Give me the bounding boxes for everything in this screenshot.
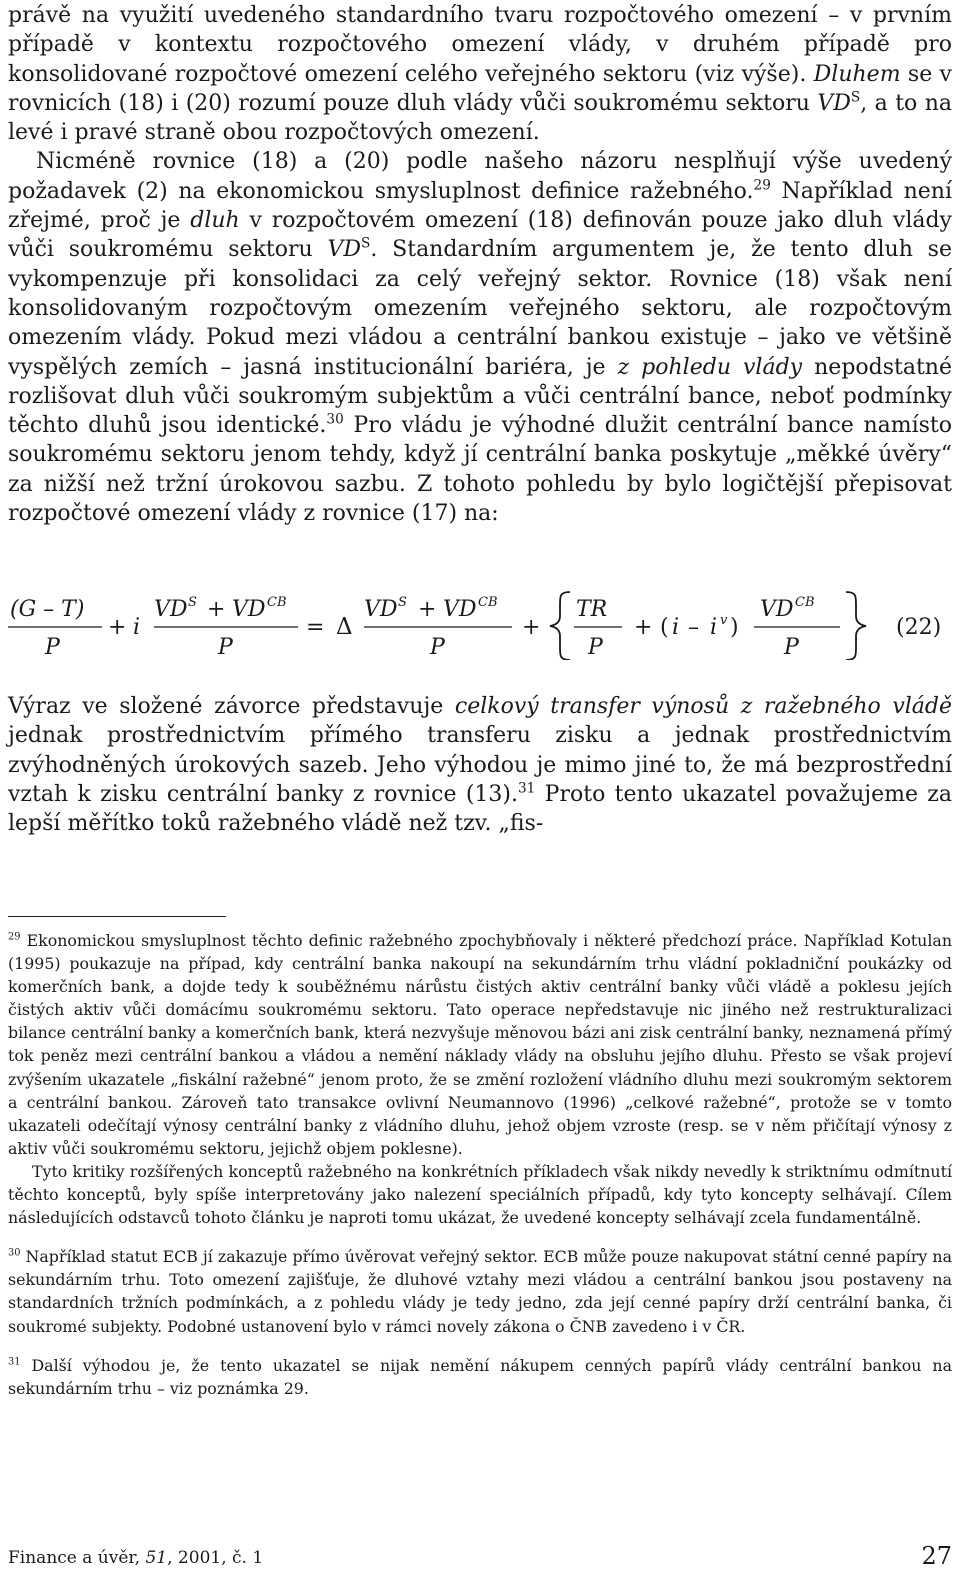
footnote-29: $^{29}$ Ekonomickou smysluplnost těchto definic ražebného zpochybňovaly i některé předchozí práce. Například Kotulan (1995) poukazuje na případ, kdy centrální banka nakoupí na sekundárním trhu vládní pokladniční poukázky od komerčních bank, a dojde tedy k souběžnému nárůstu čistých aktiv centrální banky vůči vládě a poklesu jejích čistých aktiv vůči domácímu soukromému sektoru. Tato operace nepředstavuje nic jiného než restrukturalizaci bilance centrální banky a komerčních bank, která nezvyšuje měnovou bázi ani zisk centrální banky, neznamená přímý tok peněz mezi centrální bankou a vládou a nemění náklady vlády na obsluhu jejího dluhu. Přesto se však projeví zvýšením ukazatele „fiskální ražebné“ jenom proto, že se změní rozložení vládního dluhu mezi soukromým sektorem a centrální bankou. Zároveň tato transakce ovlivní Neumannovo (1996) „celkové ražebné“, protože se v tomto ukazateli odečítají výnosy centrální banky z vládního dluhu, jehož objem vzroste (resp. se v něm přičítají výnosy z aktiv vůči soukromému sektoru, jejichž objem poklesne).	[8, 931, 953, 1158]
eq-equals: =	[306, 615, 325, 640]
equation-number: (22)	[896, 615, 942, 640]
eq-plus: +	[634, 615, 653, 640]
eq-vd: VD	[232, 597, 266, 622]
eq-term2-denominator: P	[218, 635, 233, 660]
eq-sup-s: S	[398, 595, 407, 610]
main-text-continued	[8, 692, 952, 838]
eq-term5-denominator: P	[784, 635, 799, 660]
eq-vd: VD	[760, 597, 794, 622]
footnote-31: $^{31}$ Další výhodou je, že tento ukazatel se nijak nemění nákupem cenných papírů vlády centrální bankou na sekundárním trhu – viz poznámka 29.	[8, 1355, 952, 1398]
eq-term1-numerator: (G – T)	[10, 597, 85, 622]
paragraph-1: právě na využití uvedeného standardního tvaru rozpočtového omezení – v prvním případě v kontextu rozpočtového omezení vlády, v druhém případě pro konsolidované rozpočtové omezení celého veřejného sektoru (viz výše). Dluhem se v rovnicích (18) i (20) rozumí pouze dluh vlády vůči soukromému sektoru $VD^S$, a to na levé i pravé straně obou rozpočtových omezení.	[8, 3, 952, 146]
footnote-ref-29[interactable]: 29	[753, 177, 771, 194]
footnote-number: 29	[8, 931, 21, 943]
eq-term1-denominator: P	[45, 635, 60, 660]
footnote-ref-31[interactable]: 31	[518, 780, 536, 797]
eq-i: i	[672, 615, 680, 640]
eq-paren-open: (	[660, 615, 669, 640]
main-text	[8, 0, 952, 528]
equation-22	[8, 588, 952, 660]
footnote-number: 31	[8, 1356, 21, 1368]
eq-sup-v: v	[720, 613, 728, 628]
eq-vd: VD	[364, 597, 398, 622]
eq-minus: –	[688, 615, 699, 640]
eq-term4-denominator: P	[588, 635, 603, 660]
eq-sup-cb: CB	[478, 595, 498, 610]
footnote-number: 30	[8, 1247, 21, 1259]
eq-plus: +	[418, 597, 437, 622]
paragraph-2: Nicméně rovnice (18) a (20) podle našeho názoru nesplňují výše uvedený požadavek (2) na ekonomickou smysluplnost definice ražebného.$^{29}$ Například není zřejmé, proč je dluh v rozpočtovém omezení (18) definován pouze jako dluh vlády vůči soukromému sektoru $VD^S$. Standardním argumentem je, že tento dluh se vykompenzuje při konsolidaci za celý veřejný sektor. Rovnice (18) však není konsolidovaným rozpočtovým omezením veřejného sektoru, ale rozpočtovým omezením vlády. Pokud mezi vládou a centrální bankou existuje – jako ve většině vyspělých zemích – jasná institucionální bariéra, je z pohledu vlády nepodstatné rozlišovat dluh vůči soukromým subjektům a vůči centrální bance, neboť podmínky těchto dluhů jsou identické.$^{30}$ Pro vládu je výhodné dlužit centrální bance namísto soukromému sektoru jenom tehdy, když jí centrální banka poskytuje „měkké úvěry“ za nižší než tržní úrokovou sazbu. Z tohoto pohledu by bylo logičtější přepisovat rozpočtové omezení vlády z rovnice (17) na:	[8, 149, 953, 527]
eq-plus: +	[522, 615, 541, 640]
left-brace	[550, 592, 570, 660]
eq-sup-cb: CB	[795, 595, 815, 610]
eq-vd: VD	[154, 597, 188, 622]
eq-i: i	[133, 615, 141, 640]
right-brace	[846, 592, 866, 660]
eq-plus: +	[207, 597, 226, 622]
footnote-29-continued: Tyto kritiky rozšířených konceptů ražebného na konkrétních příkladech však nikdy nevedly k striktnímu odmítnutí těchto konceptů, byly spíše interpretovány jako nalezení speciálních případů, kdy tyto koncepty selhávají. Cílem následujících odstavců tohoto článku je naproti tomu ukázat, že uvedené koncepty selhávají zcela fundamentálně.	[8, 1161, 952, 1228]
footnote-30: $^{30}$ Například statut ECB jí zakazuje přímo úvěrovat veřejný sektor. ECB může pouze nakupovat státní cenné papíry na sekundárním trhu. Toto omezení zajišťuje, že dluhové vztahy mezi vládou a centrální bankou jsou postaveny na standardních tržních podmínkách, a z pohledu vlády je tedy jedno, zda její cenné papíry drží centrální banka, či soukromé subjekty. Podobné ustanovení bylo v rámci novely zákona o ČNB zavedeno i v ČR.	[8, 1247, 952, 1336]
eq-vd: VD	[443, 597, 477, 622]
eq-sup-s: S	[188, 595, 197, 610]
eq-i: i	[710, 615, 718, 640]
journal-citation: Finance a úvěr, 51, 2001, č. 1	[8, 1548, 264, 1568]
page-number: 27	[921, 1542, 952, 1570]
paragraph-3: Výraz ve složené závorce představuje celkový transfer výnosů z ražebného vládě jednak prostřednictvím přímého transferu zisku a jednak prostřednictvím zvýhodněných úrokových sazeb. Jeho výhodou je mimo jiné to, že má bezprostřední vztah k zisku centrální banky z rovnice (13).$^{31}$ Proto tento ukazatel považujeme za lepší měřítko toků ražebného vládě než tzv. „fis-	[8, 694, 953, 837]
eq-delta: Δ	[336, 614, 353, 640]
eq-term4-numerator: TR	[576, 597, 608, 622]
footnote-ref-30[interactable]: 30	[326, 411, 344, 428]
page-footer	[8, 1538, 952, 1572]
eq-sup-cb: CB	[267, 595, 287, 610]
eq-plus: +	[108, 615, 127, 640]
eq-term3-denominator: P	[430, 635, 445, 660]
footnotes	[8, 929, 952, 1400]
eq-paren-close: )	[730, 615, 739, 640]
footnote-separator	[8, 916, 226, 917]
